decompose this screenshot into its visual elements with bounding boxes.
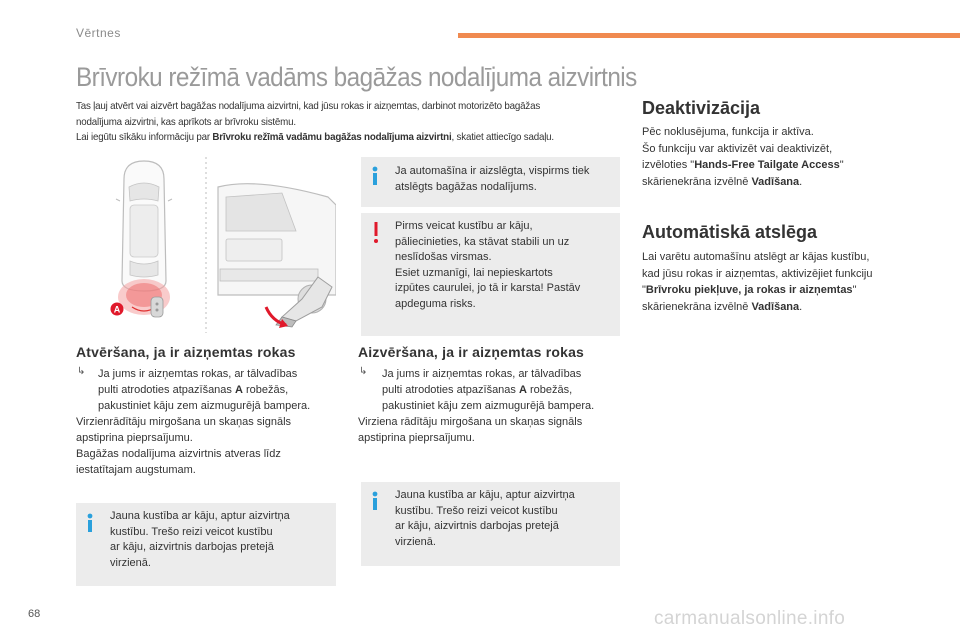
close-bullet-text: Ja jums ir aizņemtas rokas, ar tālvadības pulti atrodoties atpazīšanas A robežās, pakustiniet kāju zem aizmugurējā bampera. <box>382 368 595 412</box>
warning-line-2: pāliecinieties, ka stāvat stabili un uz <box>395 235 570 248</box>
info-icon <box>369 490 381 512</box>
car-top-view-icon <box>116 161 172 291</box>
info-box-open-line-4: virzienā. <box>110 556 151 569</box>
warning-line-3: neslīdošas virsmas. <box>395 251 492 263</box>
warning-box <box>361 213 620 336</box>
bullet-arrow-open: ↳ <box>77 366 86 377</box>
warning-line-1: Pirms veicat kustību ar kāju, <box>395 220 533 232</box>
autolock-heading: Automātiskā atslēga <box>642 222 818 242</box>
page-title: Brīvroku režīmā vadāms bagāžas nodalījuma aizvirtnis <box>76 62 637 92</box>
info-box-open <box>76 503 336 586</box>
deactivation-heading: Deaktivizācija <box>642 98 761 118</box>
info-box-close-line-4: virzienā. <box>395 535 436 548</box>
header-accent-bar <box>458 33 960 38</box>
open-bullet-text: Ja jums ir aizņemtas rokas, ar tālvadības pulti atrodoties atpazīšanas A robežās, pakustiniet kāju zem aizmugurējā bampera. <box>98 368 311 412</box>
info-box-locked-line-2: atslēgts bagāžas nodalījums. <box>395 180 537 193</box>
key-fob-icon <box>151 297 163 317</box>
autolock-text: Lai varētu automašīnu atslēgt ar kājas kustību, kad jūsu rokas ir aizņemtas, aktivizējiet funkciju "Brīvroku piekļuve, ja rokas ir aizņemtas" skārienekrāna izvēlnē Vadīšana. <box>642 251 873 313</box>
open-section-heading: Atvēršana, ja ir aizņemtas rokas <box>76 344 296 360</box>
info-icon <box>84 512 96 534</box>
warning-line-6: apdeguma risks. <box>395 297 476 310</box>
deactivation-text: Pēc noklusējuma, funkcija ir aktīva. Šo funkciju var aktivizēt vai deaktivizēt, izvēloties "Hands-Free Tailgate Access" skārienekrāna izvēlnē Vadīšana. <box>642 126 844 188</box>
info-box-close <box>361 482 620 566</box>
info-box-locked-line-1: Ja automašīna ir aizslēgta, vispirms tiek <box>395 165 590 177</box>
section-title: Vērtnes <box>76 26 121 40</box>
info-box-close-line-1: Jauna kustība ar kāju, aptur aizvirtņa <box>395 489 575 501</box>
car-illustration <box>96 157 336 333</box>
intro-text <box>76 99 597 146</box>
intro-line-1: Tas ļauj atvērt vai aizvērt bagāžas nodalījuma aizvirtni, kad jūsu rokas ir aizņemtas, darbinot motorizēto bagāžas <box>76 100 541 112</box>
zone-marker-label: A <box>113 304 121 315</box>
info-icon <box>369 165 381 187</box>
warning-icon <box>371 221 381 245</box>
info-box-close-line-2: kustību. Trešo reizi veicot kustību <box>395 504 558 517</box>
info-box-open-line-2: kustību. Trešo reizi veicot kustību <box>110 525 273 538</box>
watermark: carmanualsonline.info <box>654 608 846 629</box>
page-number: 68 <box>28 608 41 620</box>
close-section-heading: Aizvēršana, ja ir aizņemtas rokas <box>358 344 585 360</box>
info-box-close-line-3: ar kāju, aizvirtnis darbojas pretejā <box>395 520 559 532</box>
warning-line-4: Esiet uzmanīgi, lai nepieskartots <box>395 266 553 279</box>
open-section-text: Virzienrādītāju mirgošana un skaņas signāls apstiprina pieprsaījumu. Bagāžas nodalījuma aizvirtnis atveras līdz iestatītajam augstumam. <box>76 416 292 476</box>
info-box-open-line-3: ar kāju, aizvirtnis darbojas pretejā <box>110 541 274 553</box>
info-box-locked <box>361 157 620 207</box>
intro-line-2: nodalījuma aizvirtni, kas aprīkots ar brīvroku sistēmu. <box>76 115 296 128</box>
bullet-arrow-close: ↳ <box>359 366 368 377</box>
warning-line-5: izpūtes caurulei, jo tā ir karsta! Pastāv <box>395 282 581 294</box>
close-section-text: Virziena rādītāju mirgošana un skaņas signāls apstiprina pieprsaījumu. <box>358 416 583 444</box>
intro-line-3: Lai iegūtu sīkāku informāciju par Brīvroku režīmā vadāmu bagāžas nodalījuma aizvirtni, skatiet attiecīgo sadaļu. <box>76 131 554 143</box>
info-box-open-line-1: Jauna kustība ar kāju, aptur aizvirtņa <box>110 510 290 522</box>
